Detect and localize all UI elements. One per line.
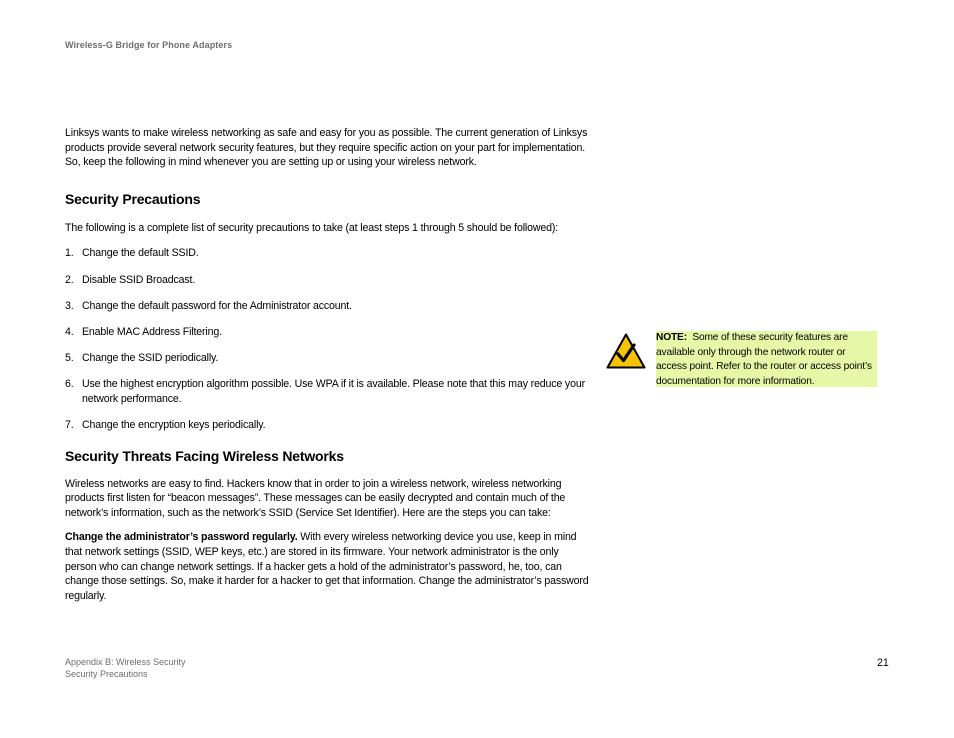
security-precautions-heading: Security Precautions	[65, 190, 201, 207]
page-number: 21	[877, 657, 889, 669]
admin-password-lead: Change the administrator’s password regularly.	[65, 531, 298, 544]
footer-section: Security Precautions	[65, 669, 148, 679]
step-number: 3.	[65, 299, 74, 312]
page-footer	[65, 656, 186, 680]
list-item	[65, 377, 590, 406]
step-number: 7.	[65, 419, 74, 432]
list-item	[65, 246, 590, 261]
step-text: Change the default password for the Administrator account.	[82, 299, 352, 312]
list-item	[65, 418, 590, 433]
step-text: Change the default SSID.	[82, 247, 199, 260]
security-threats-heading: Security Threats Facing Wireless Networks	[65, 447, 344, 464]
step-text: Disable SSID Broadcast.	[82, 273, 196, 286]
footer-chapter: Appendix B: Wireless Security	[65, 657, 186, 667]
note-box	[656, 331, 877, 387]
step-number: 2.	[65, 273, 74, 286]
note-text: Some of these security features are available only through the network router or access point. Refer to the router or access point’s documentation for more information.	[656, 332, 875, 387]
intro-paragraph: Linksys wants to make wireless networking as safe and easy for you as possible. The current generation of Linksys products provide several network security features, but they require specific action on your part for implementation. So, keep the following in mind whenever you are setting up or using your wireless network.	[65, 127, 588, 169]
checkmark-warning-icon	[606, 333, 646, 369]
list-item	[65, 299, 590, 314]
admin-password-paragraph	[65, 530, 590, 603]
step-number: 4.	[65, 325, 74, 338]
list-item	[65, 325, 590, 340]
list-item	[65, 351, 590, 366]
security-threats-lead: Wireless networks are easy to find. Hackers know that in order to join a wireless network, wireless networking products first listen for “beacon messages”. These messages can be easily decrypted and contain much of the network’s information, such as the network’s SSID (Service Set Identifier). Here are the steps you can take:	[65, 477, 566, 519]
note-label: NOTE:	[656, 332, 687, 343]
step-text: Use the highest encryption algorithm possible. Use WPA if it is available. Please note that this may reduce your network performance.	[82, 378, 585, 405]
step-number: 6.	[65, 378, 74, 391]
precaution-steps-list	[65, 246, 590, 432]
step-number: 1.	[65, 247, 74, 260]
step-number: 5.	[65, 352, 74, 365]
admin-password-text: With every wireless networking device you use, keep in mind that network settings (SSID, WEP keys, etc.) are stored in its firmware. Your network administrator is the only person who can change network settings. If a hacker gets a hold of the administrator’s password, he, too, can change those settings. So, make it harder for a hacker to get that information. Change the administrator’s password regularly.	[65, 531, 589, 602]
step-text: Change the encryption keys periodically.	[82, 419, 266, 432]
step-text: Enable MAC Address Filtering.	[82, 325, 222, 338]
step-text: Change the SSID periodically.	[82, 352, 219, 365]
main-content	[65, 126, 590, 603]
security-precautions-lead: The following is a complete list of security precautions to take (at least steps 1 through 5 should be followed):	[65, 221, 558, 234]
list-item	[65, 273, 590, 288]
page-header: Wireless-G Bridge for Phone Adapters	[65, 40, 233, 50]
